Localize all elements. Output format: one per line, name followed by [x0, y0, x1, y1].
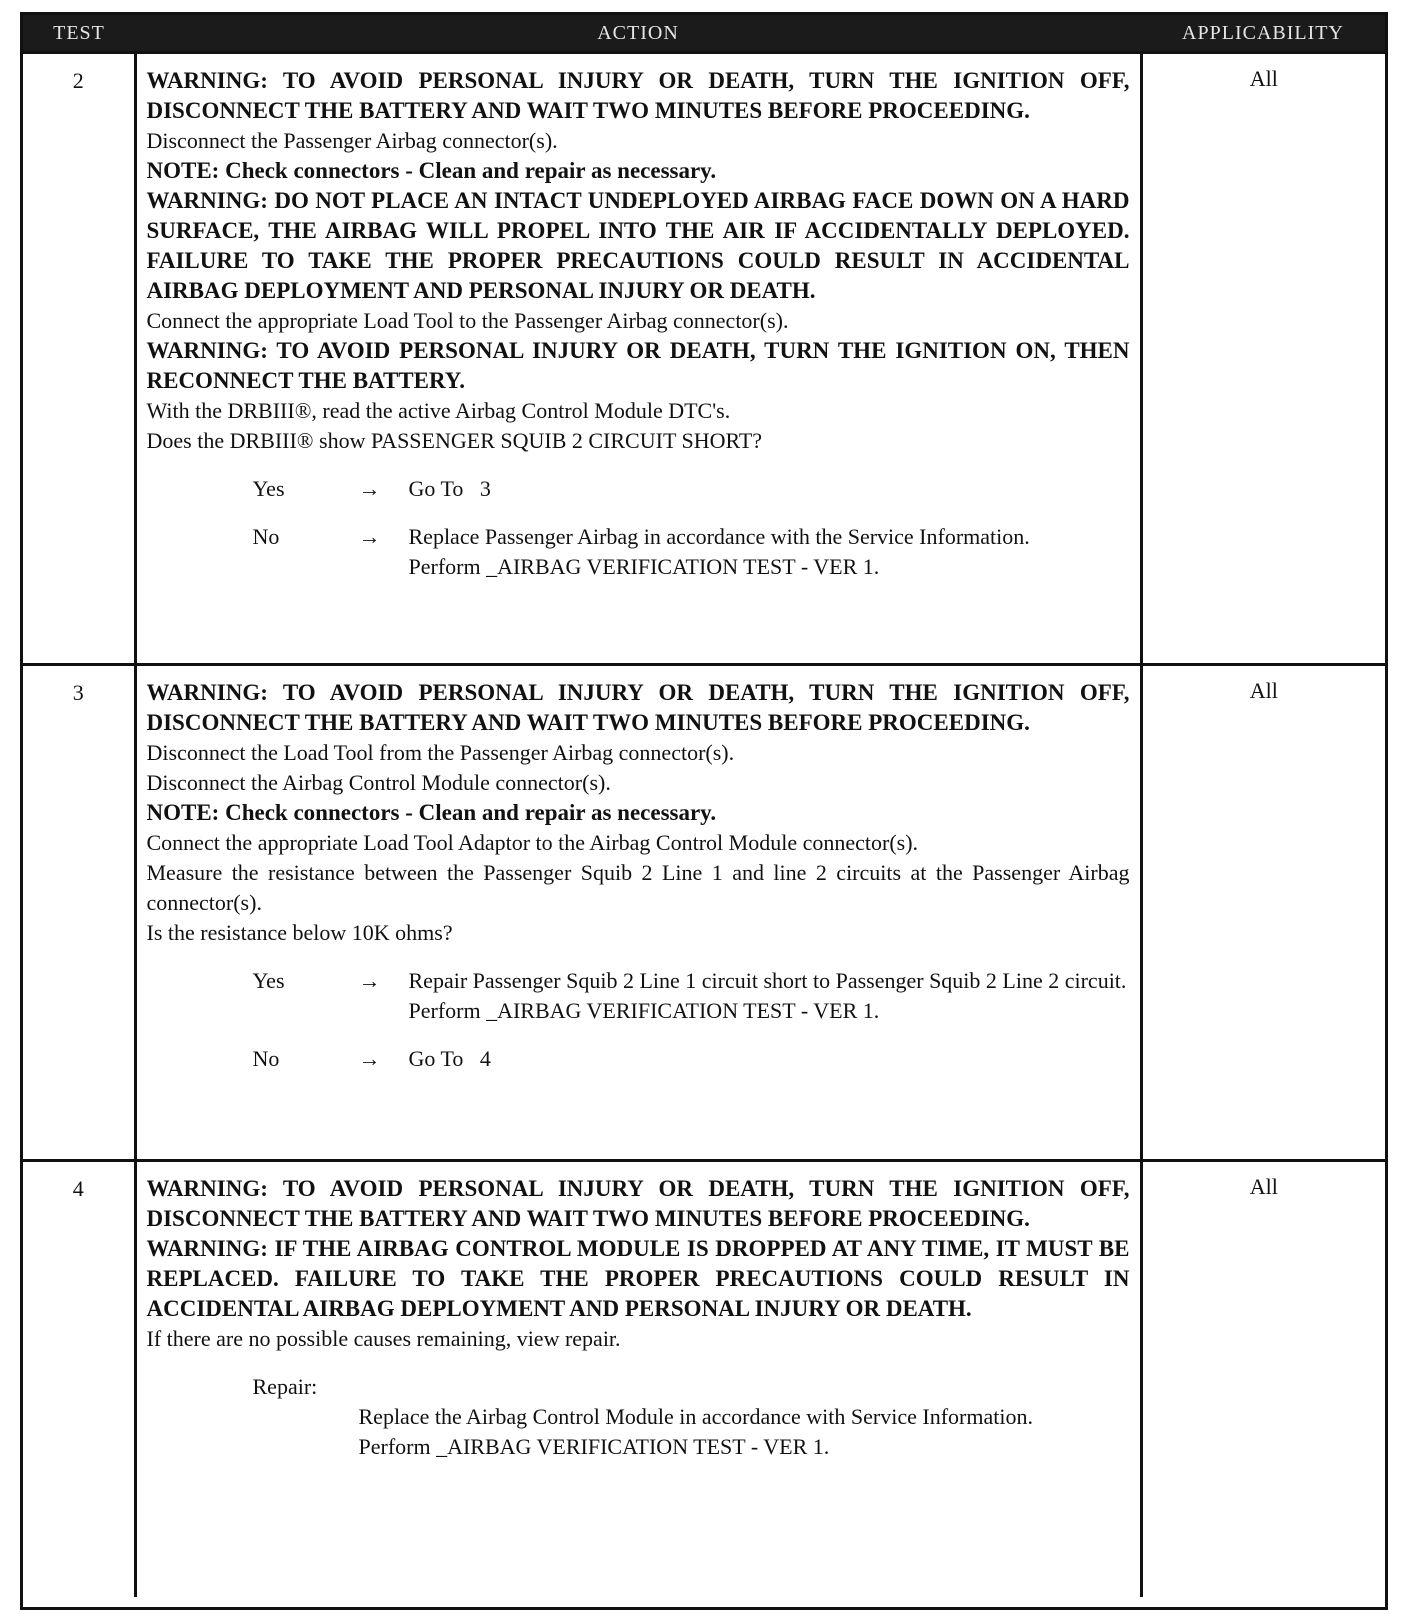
- note-text: NOTE: Check connectors - Clean and repair as necessary.: [146, 158, 717, 183]
- table-row: [23, 53, 1385, 665]
- action-cell: [135, 53, 1141, 665]
- table-row: [23, 665, 1385, 1161]
- step-text: Connect the appropriate Load Tool to the Passenger Airbag connector(s).: [146, 308, 789, 333]
- applicability-cell: All: [1141, 53, 1385, 665]
- header-applicability: APPLICABILITY: [1141, 15, 1385, 53]
- applicability-cell: All: [1141, 1161, 1385, 1597]
- answer-text: Go To 4: [408, 1046, 491, 1071]
- table-header-row: [23, 15, 1385, 53]
- answer-label: Yes: [252, 968, 285, 993]
- answer-no: [147, 1044, 1130, 1074]
- answer-label: Yes: [252, 476, 285, 501]
- answer-text: Replace Passenger Airbag in accordance with the Service Information.: [408, 524, 1030, 549]
- warning-text: WARNING: TO AVOID PERSONAL INJURY OR DEATH, TURN THE IGNITION OFF, DISCONNECT THE BATTERY AND WAIT TWO MINUTES BEFORE PROCEEDING.: [146, 68, 1130, 123]
- step-text: Disconnect the Airbag Control Module connector(s).: [146, 770, 611, 795]
- warning-text: WARNING: DO NOT PLACE AN INTACT UNDEPLOYED AIRBAG FACE DOWN ON A HARD SURFACE, THE AIRBAG WILL PROPEL INTO THE AIR IF ACCIDENTALLY DEPLOYED. FAILURE TO TAKE THE PROPER PRECAUTIONS COULD RESULT IN ACCIDENTAL AIRBAG DEPLOYMENT AND PERSONAL INJURY OR DEATH.: [146, 188, 1130, 303]
- warning-text: WARNING: IF THE AIRBAG CONTROL MODULE IS DROPPED AT ANY TIME, IT MUST BE REPLACED. FAILURE TO TAKE THE PROPER PRECAUTIONS COULD RESULT IN ACCIDENTAL AIRBAG DEPLOYMENT AND PERSONAL INJURY OR DEATH.: [146, 1236, 1130, 1321]
- question-text: Does the DRBIII® show PASSENGER SQUIB 2 CIRCUIT SHORT?: [146, 428, 763, 453]
- repair-block: [147, 1372, 1130, 1462]
- answer-text: Go To 3: [408, 476, 491, 501]
- arrow-icon: →: [358, 968, 381, 993]
- answer-text: Repair Passenger Squib 2 Line 1 circuit short to Passenger Squib 2 Line 2 circuit.: [408, 968, 1127, 993]
- repair-label: Repair:: [252, 1374, 318, 1399]
- step-text: With the DRBIII®, read the active Airbag Control Module DTC's.: [146, 398, 731, 423]
- applicability-cell: All: [1141, 665, 1385, 1161]
- answer-yes: [147, 474, 1130, 504]
- test-number: 2: [23, 53, 135, 665]
- answer-label: No: [252, 1046, 280, 1071]
- question-text: Is the resistance below 10K ohms?: [146, 920, 453, 945]
- action-cell: [135, 1161, 1141, 1597]
- test-number: 3: [23, 665, 135, 1161]
- table-row: [23, 1161, 1385, 1597]
- test-number: 4: [23, 1161, 135, 1597]
- answer-label: No: [252, 524, 280, 549]
- header-action: ACTION: [135, 15, 1141, 53]
- arrow-icon: →: [358, 524, 381, 549]
- warning-text: WARNING: TO AVOID PERSONAL INJURY OR DEATH, TURN THE IGNITION OFF, DISCONNECT THE BATTERY AND WAIT TWO MINUTES BEFORE PROCEEDING.: [146, 1176, 1130, 1231]
- arrow-icon: →: [358, 476, 381, 501]
- header-test: TEST: [23, 15, 135, 53]
- warning-text: WARNING: TO AVOID PERSONAL INJURY OR DEATH, TURN THE IGNITION OFF, DISCONNECT THE BATTERY AND WAIT TWO MINUTES BEFORE PROCEEDING.: [146, 680, 1130, 735]
- action-cell: [135, 665, 1141, 1161]
- repair-text: Replace the Airbag Control Module in accordance with Service Information.: [358, 1404, 1033, 1429]
- diagnostic-table-page: [20, 12, 1388, 1610]
- repair-text-perform: Perform _AIRBAG VERIFICATION TEST - VER 1.: [358, 1434, 830, 1459]
- step-text: Disconnect the Passenger Airbag connector(s).: [146, 128, 558, 153]
- arrow-icon: →: [358, 1046, 381, 1071]
- answer-text-perform: Perform _AIRBAG VERIFICATION TEST - VER 1.: [408, 554, 880, 579]
- diagnostic-table: [23, 15, 1385, 1597]
- answer-text-perform: Perform _AIRBAG VERIFICATION TEST - VER 1.: [408, 998, 880, 1023]
- step-text: If there are no possible causes remaining, view repair.: [146, 1326, 621, 1351]
- warning-text: WARNING: TO AVOID PERSONAL INJURY OR DEATH, TURN THE IGNITION ON, THEN RECONNECT THE BATTERY.: [146, 338, 1130, 393]
- note-text: NOTE: Check connectors - Clean and repair as necessary.: [146, 800, 717, 825]
- answer-yes: [147, 966, 1130, 1026]
- step-text: Disconnect the Load Tool from the Passenger Airbag connector(s).: [146, 740, 735, 765]
- step-text: Connect the appropriate Load Tool Adaptor to the Airbag Control Module connector(s).: [146, 830, 919, 855]
- answer-no: [147, 522, 1130, 582]
- step-text: Measure the resistance between the Passenger Squib 2 Line 1 and line 2 circuits at the Passenger Airbag connector(s).: [146, 860, 1130, 915]
